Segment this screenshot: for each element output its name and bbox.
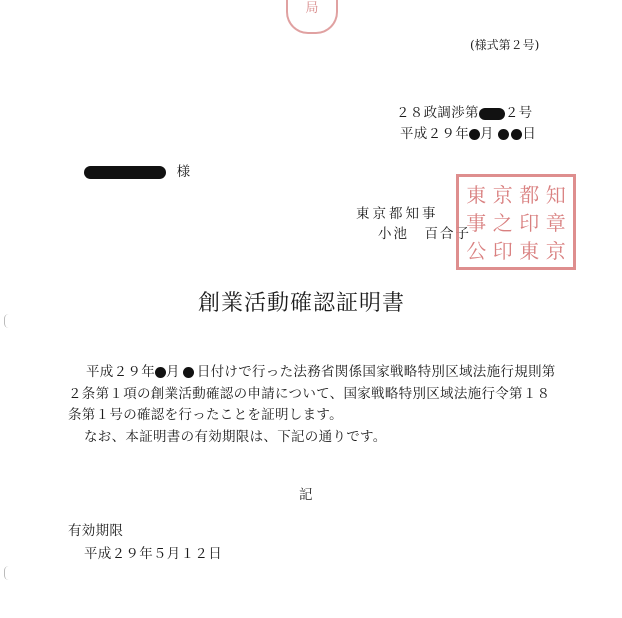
document-number-suffix: ２号 — [504, 105, 533, 121]
scan-artifact — [4, 314, 13, 328]
body-text-segment: 日付けで行った法務省関係国家戦略特別区域法施行規則第 — [196, 364, 556, 380]
seal-char: 事 — [466, 211, 487, 235]
redaction-mark — [84, 166, 166, 179]
recipient — [84, 160, 190, 180]
seal-char: 京 — [545, 239, 566, 263]
governor-seal-stamp — [456, 174, 576, 270]
validity-date: 平成２９年５月１２日 — [84, 546, 222, 562]
seal-char: 章 — [545, 211, 566, 235]
body-line-2: ２条第１項の創業活動確認の申請について、国家戦略特別区域法施行令第１８ — [68, 386, 551, 402]
seal-char: 東 — [519, 239, 540, 263]
seal-char: 都 — [519, 183, 540, 207]
document-number-prefix: ２８政調渉第 — [396, 105, 479, 121]
document-number — [396, 101, 532, 121]
seal-char: 京 — [492, 183, 513, 207]
seal-char: 知 — [545, 183, 566, 207]
body-line-4: なお、本証明書の有効期限は、下記の通りです。 — [84, 429, 387, 445]
body-text-segment: 月 — [166, 364, 180, 380]
validity-label: 有効期限 — [68, 523, 124, 539]
document-title: 創業活動確認証明書 — [198, 291, 406, 316]
redaction-mark — [511, 129, 522, 140]
issue-date — [400, 122, 536, 142]
seal-char: 之 — [492, 211, 513, 235]
seal-char: 印 — [519, 211, 540, 235]
ki-marker: 記 — [299, 487, 313, 503]
seal-char: 公 — [466, 239, 487, 263]
issue-date-month-label: 月 — [480, 126, 494, 142]
scan-artifact — [4, 566, 13, 580]
issue-date-day-label: 日 — [522, 126, 537, 142]
form-number: (様式第２号) — [470, 38, 540, 52]
issuer-name: 小池 百合子 — [378, 226, 471, 242]
redaction-mark — [155, 367, 166, 378]
body-line-1 — [86, 360, 556, 380]
body-text-segment: 平成２９年 — [86, 364, 155, 380]
redaction-mark — [183, 367, 194, 378]
issue-date-era: 平成２９年 — [400, 126, 469, 142]
seal-char: 印 — [492, 239, 513, 263]
redaction-mark — [498, 129, 509, 140]
redaction-mark — [469, 129, 480, 140]
top-seal-stamp — [286, 0, 338, 34]
body-line-3: 条第１号の確認を行ったことを証明します。 — [68, 407, 343, 423]
seal-char: 東 — [466, 183, 487, 207]
top-seal-text: 局 — [305, 1, 319, 16]
redaction-mark — [479, 108, 505, 120]
issuer-title: 東京都知事 — [356, 206, 439, 222]
recipient-honorific: 様 — [176, 164, 191, 180]
